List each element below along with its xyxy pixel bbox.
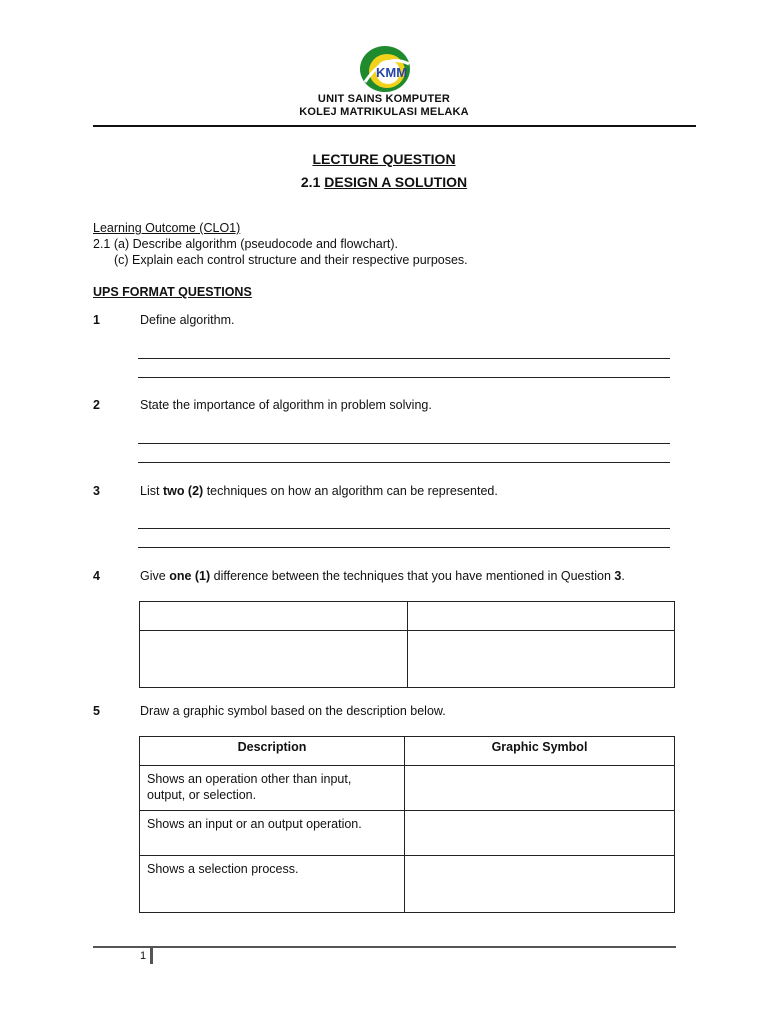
description-cell <box>140 766 405 811</box>
difference-cell[interactable] <box>140 631 408 688</box>
difference-cell[interactable] <box>408 631 675 688</box>
column-header-description: Description <box>140 737 405 766</box>
description-text: Shows an input or an output operation. <box>147 817 362 831</box>
table-row <box>140 766 675 811</box>
header-rule <box>93 125 696 127</box>
section-heading: UPS FORMAT QUESTIONS <box>93 285 252 299</box>
graphic-symbol-cell[interactable] <box>405 811 675 856</box>
learning-outcome-heading: Learning Outcome (CLO1) <box>93 221 241 235</box>
question-text <box>140 484 498 498</box>
question-emphasis: 3 <box>614 569 622 583</box>
page-number-bar <box>150 948 153 964</box>
answer-line <box>138 528 670 529</box>
description-text: Shows a selection process. <box>147 862 299 876</box>
description-cell <box>140 811 405 856</box>
learning-outcome-a: 2.1 (a) Describe algorithm (pseudocode and flowchart). <box>93 237 399 251</box>
description-cell <box>140 856 405 913</box>
question-text: Define algorithm. <box>140 313 235 327</box>
page-subtitle <box>0 174 768 190</box>
question-text-part: Give <box>140 569 170 583</box>
question-number: 4 <box>93 569 100 583</box>
answer-line <box>138 358 670 359</box>
question-text: Draw a graphic symbol based on the description below. <box>140 704 446 718</box>
graphic-symbol-cell[interactable] <box>405 856 675 913</box>
question-text <box>140 569 625 583</box>
learning-outcome-c: (c) Explain each control structure and their respective purposes. <box>114 253 468 267</box>
difference-cell[interactable] <box>140 602 408 631</box>
graphic-symbol-cell[interactable] <box>405 766 675 811</box>
college-logo <box>357 42 413 94</box>
page-title: LECTURE QUESTION <box>312 151 456 167</box>
question-text: State the importance of algorithm in problem solving. <box>140 398 432 412</box>
difference-cell[interactable] <box>408 602 675 631</box>
question-number: 5 <box>93 704 100 718</box>
description-text: output, or selection. <box>147 788 257 802</box>
subtitle-text: DESIGN A SOLUTION <box>324 174 468 190</box>
question-number: 3 <box>93 484 100 498</box>
footer-rule <box>93 946 676 948</box>
answer-line <box>138 547 670 548</box>
question-text-part: difference between the techniques that you have mentioned in Question <box>210 569 615 583</box>
subtitle-number: 2.1 <box>300 174 321 190</box>
answer-line <box>138 462 670 463</box>
column-header-graphic-symbol: Graphic Symbol <box>405 737 675 766</box>
description-text: Shows an operation other than input, <box>147 772 352 786</box>
question-number: 1 <box>93 313 100 327</box>
unit-name: UNIT SAINS KOMPUTER <box>317 93 451 105</box>
logo-lettering: KMM <box>376 65 408 80</box>
difference-table <box>139 601 675 688</box>
table-row <box>140 856 675 913</box>
symbol-table <box>139 736 675 913</box>
question-text-part: techniques on how an algorithm can be represented. <box>203 484 498 498</box>
question-text-part: . <box>621 569 625 583</box>
question-emphasis: one (1) <box>169 569 211 583</box>
page-number: 1 <box>140 950 147 962</box>
answer-line <box>138 443 670 444</box>
table-row <box>140 811 675 856</box>
question-number: 2 <box>93 398 100 412</box>
college-name: KOLEJ MATRIKULASI MELAKA <box>299 106 469 118</box>
answer-line <box>138 377 670 378</box>
question-text-part: List <box>140 484 163 498</box>
question-emphasis: two (2) <box>162 484 204 498</box>
